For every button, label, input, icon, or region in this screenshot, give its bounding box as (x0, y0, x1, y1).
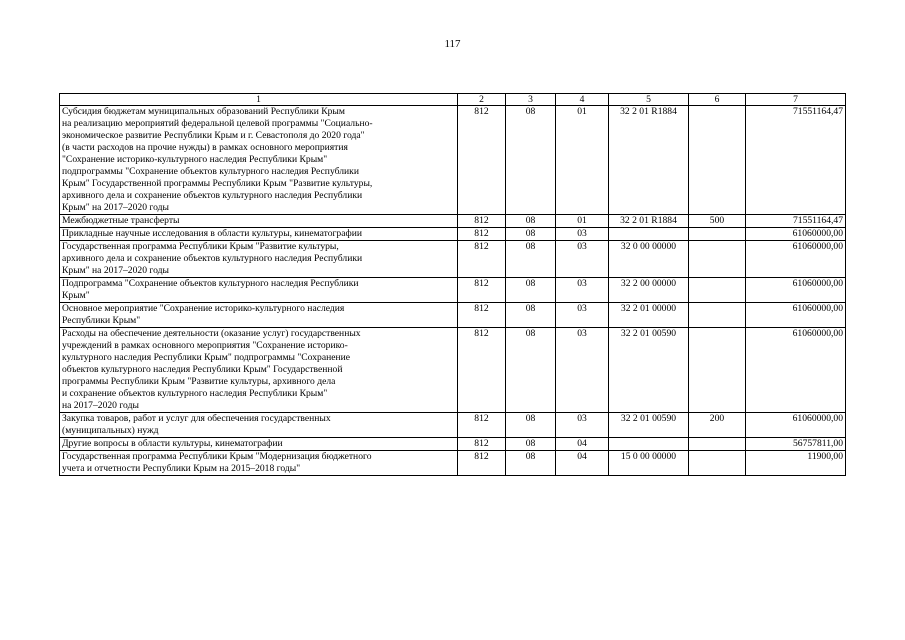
table-row (60, 438, 846, 451)
target-article-cell (609, 228, 689, 241)
amount-cell: 61060000,00 (746, 278, 846, 303)
expense-name-line: архивного дела и сохранение объектов культурного наследия Республики (62, 253, 363, 264)
expense-type-cell (689, 278, 746, 303)
table-row (60, 228, 846, 241)
budget-table (59, 93, 846, 476)
target-article-cell: 32 2 01 00590 (609, 328, 689, 413)
ministry-code-cell: 812 (458, 106, 506, 215)
subsection-code-cell: 04 (556, 438, 609, 451)
ministry-code-cell: 812 (458, 438, 506, 451)
subsection-code-cell: 01 (556, 106, 609, 215)
expense-name-line: (муниципальных) нужд (62, 425, 159, 436)
subsection-code-cell: 03 (556, 328, 609, 413)
expense-name-line: на реализацию мероприятий федеральной целевой программы "Социально- (62, 118, 373, 129)
expense-name-line: культурного наследия Республики Крым" подпрограммы "Сохранение (62, 352, 351, 363)
ministry-code-cell: 812 (458, 451, 506, 476)
expense-name-line: Закупка товаров, работ и услуг для обеспечения государственных (62, 413, 331, 424)
expense-name-cell (60, 438, 458, 451)
ministry-code-cell: 812 (458, 215, 506, 228)
ministry-code-cell: 812 (458, 303, 506, 328)
expense-name-line: Государственная программа Республики Крым "Развитие культуры, (62, 241, 339, 252)
subsection-code-cell: 04 (556, 451, 609, 476)
expense-type-cell (689, 228, 746, 241)
section-code-cell: 08 (506, 106, 556, 215)
ministry-code-cell: 812 (458, 328, 506, 413)
section-code-cell: 08 (506, 328, 556, 413)
column-header: 2 (458, 94, 506, 106)
amount-cell: 61060000,00 (746, 328, 846, 413)
table-row (60, 215, 846, 228)
table-row (60, 413, 846, 438)
column-header: 6 (689, 94, 746, 106)
target-article-cell: 32 2 01 R1884 (609, 215, 689, 228)
table-row (60, 328, 846, 413)
expense-name-line: Межбюджетные трансферты (62, 215, 180, 226)
expense-name-line: Крым" на 2017–2020 годы (62, 202, 169, 213)
expense-name-line: Субсидия бюджетам муниципальных образований Республики Крым (62, 106, 345, 117)
expense-name-line: и сохранение объектов культурного наследия Республики Крым" (62, 388, 328, 399)
expense-type-cell (689, 438, 746, 451)
expense-name-line: подпрограммы "Сохранение объектов культурного наследия Республики (62, 166, 359, 177)
expense-name-cell (60, 228, 458, 241)
subsection-code-cell: 01 (556, 215, 609, 228)
expense-name-cell (60, 215, 458, 228)
expense-name-line: Крым" (62, 290, 90, 301)
expense-name-line: Крым" на 2017–2020 годы (62, 265, 169, 276)
target-article-cell: 15 0 00 00000 (609, 451, 689, 476)
ministry-code-cell: 812 (458, 278, 506, 303)
target-article-cell: 32 0 00 00000 (609, 241, 689, 278)
expense-type-cell (689, 303, 746, 328)
target-article-cell: 32 2 01 00000 (609, 303, 689, 328)
amount-cell: 71551164,47 (746, 215, 846, 228)
expense-name-line: Подпрограмма "Сохранение объектов культурного наследия Республики (62, 278, 359, 289)
amount-cell: 61060000,00 (746, 303, 846, 328)
expense-name-line: экономическое развитие Республики Крым и г. Севастополя до 2020 года" (62, 130, 365, 141)
page-number: 117 (444, 38, 461, 50)
expense-name-line: Республики Крым" (62, 315, 141, 326)
target-article-cell (609, 438, 689, 451)
ministry-code-cell: 812 (458, 241, 506, 278)
expense-name-cell (60, 278, 458, 303)
table-row (60, 106, 846, 215)
expense-name-line: учета и отчетности Республики Крым на 2015–2018 годы" (62, 463, 301, 474)
ministry-code-cell: 812 (458, 413, 506, 438)
expense-type-cell: 200 (689, 413, 746, 438)
section-code-cell: 08 (506, 438, 556, 451)
target-article-cell: 32 2 01 00590 (609, 413, 689, 438)
amount-cell: 71551164,47 (746, 106, 846, 215)
expense-name-line: (в части расходов на прочие нужды) в рамках основного мероприятия (62, 142, 348, 153)
column-header: 7 (746, 94, 846, 106)
amount-cell: 61060000,00 (746, 413, 846, 438)
expense-name-line: на 2017–2020 годы (62, 400, 139, 411)
expense-name-line: объектов культурного наследия Республики Крым" Государственной (62, 364, 343, 375)
subsection-code-cell: 03 (556, 413, 609, 438)
expense-name-line: Другие вопросы в области культуры, кинематографии (62, 438, 283, 449)
header-row (60, 94, 846, 106)
table-row (60, 241, 846, 278)
section-code-cell: 08 (506, 228, 556, 241)
subsection-code-cell: 03 (556, 228, 609, 241)
expense-name-line: Государственная программа Республики Крым "Модернизация бюджетного (62, 451, 372, 462)
target-article-cell: 32 2 01 R1884 (609, 106, 689, 215)
expense-name-line: Расходы на обеспечение деятельности (оказание услуг) государственных (62, 328, 361, 339)
section-code-cell: 08 (506, 303, 556, 328)
ministry-code-cell: 812 (458, 228, 506, 241)
column-header: 1 (60, 94, 458, 106)
table-row (60, 303, 846, 328)
expense-name-line: Прикладные научные исследования в области культуры, кинематографии (62, 228, 362, 239)
amount-cell: 61060000,00 (746, 241, 846, 278)
table-body (60, 106, 846, 476)
expense-type-cell: 500 (689, 215, 746, 228)
expense-name-cell (60, 328, 458, 413)
section-code-cell: 08 (506, 413, 556, 438)
expense-name-line: Основное мероприятие "Сохранение историко-культурного наследия (62, 303, 345, 314)
expense-type-cell (689, 241, 746, 278)
expense-name-line: архивного дела и сохранение объектов культурного наследия Республики (62, 190, 363, 201)
expense-name-line: Крым" Государственной программы Республики Крым "Развитие культуры, (62, 178, 373, 189)
subsection-code-cell: 03 (556, 303, 609, 328)
expense-name-cell (60, 303, 458, 328)
expense-name-cell (60, 241, 458, 278)
expense-name-line: "Сохранение историко-культурного наследия Республики Крым" (62, 154, 328, 165)
subsection-code-cell: 03 (556, 278, 609, 303)
column-header: 3 (506, 94, 556, 106)
expense-name-cell (60, 413, 458, 438)
amount-cell: 61060000,00 (746, 228, 846, 241)
expense-type-cell (689, 328, 746, 413)
expense-name-line: программы Республики Крым "Развитие культуры, архивного дела (62, 376, 336, 387)
expense-name-line: учреждений в рамках основного мероприятия "Сохранение историко- (62, 340, 348, 351)
table-row (60, 278, 846, 303)
expense-name-cell (60, 106, 458, 215)
expense-name-cell (60, 451, 458, 476)
amount-cell: 11900,00 (746, 451, 846, 476)
section-code-cell: 08 (506, 241, 556, 278)
column-header: 5 (609, 94, 689, 106)
column-header: 4 (556, 94, 609, 106)
section-code-cell: 08 (506, 278, 556, 303)
section-code-cell: 08 (506, 215, 556, 228)
subsection-code-cell: 03 (556, 241, 609, 278)
expense-type-cell (689, 451, 746, 476)
expense-type-cell (689, 106, 746, 215)
section-code-cell: 08 (506, 451, 556, 476)
table-row (60, 451, 846, 476)
amount-cell: 56757811,00 (746, 438, 846, 451)
target-article-cell: 32 2 00 00000 (609, 278, 689, 303)
